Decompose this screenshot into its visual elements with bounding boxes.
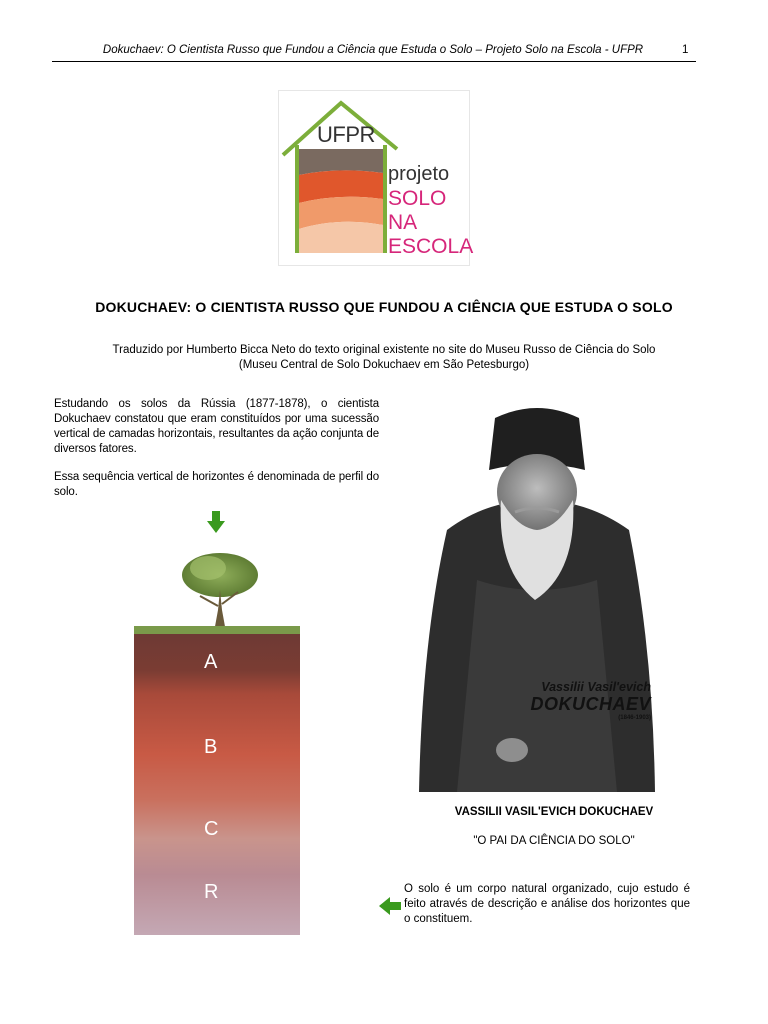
dokuchaev-name: VASSILII VASIL'EVICH DOKUCHAEV xyxy=(454,806,654,818)
logo-escola-text: ESCOLA xyxy=(388,235,474,258)
projeto-solo-na-escola-logo xyxy=(278,90,474,266)
intro-paragraph: Estudando os solos da Rússia (1877-1878), o cientista Dokuchaev constatou que eram constituídos por uma sucessão vertical de camadas horizontais, resultantes da ação conjunta de diversos fatores. xyxy=(54,398,379,455)
horizon-r-label: R xyxy=(204,881,219,903)
arrow-left-icon xyxy=(379,897,401,915)
page-number: 1 xyxy=(682,44,689,56)
page-title: DOKUCHAEV: O CIENTISTA RUSSO QUE FUNDOU A CIÊNCIA QUE ESTUDA O SOLO xyxy=(95,299,673,315)
soil-profile-illustration xyxy=(134,540,300,935)
header-rule xyxy=(52,61,696,62)
logo-projeto-text: projeto xyxy=(388,163,450,185)
portrait-caption-last: DOKUCHAEV xyxy=(530,694,651,714)
dokuchaev-nickname: "O PAI DA CIÊNCIA DO SOLO" xyxy=(473,835,635,847)
credit-line-1: Traduzido por Humberto Bicca Neto do texto original existente no site do Museu Russo de Ciência do Solo xyxy=(112,344,656,356)
logo-solo-text: SOLO xyxy=(388,187,447,210)
portrait-graphic xyxy=(417,400,657,792)
logo-ufpr-text: UFPR xyxy=(317,122,375,147)
dokuchaev-portrait xyxy=(417,400,657,792)
portrait-caption-years: (1846-1903) xyxy=(618,715,651,721)
profile-paragraph: Essa sequência vertical de horizontes é denominada de perfil do solo. xyxy=(54,471,379,498)
translation-credit xyxy=(60,343,708,373)
logo-na-text: NA xyxy=(388,211,418,234)
horizon-a-label: A xyxy=(204,651,218,673)
horizon-b-label: B xyxy=(204,736,218,758)
horizon-c-label: C xyxy=(204,818,219,840)
portrait-caption xyxy=(515,680,651,721)
arrow-down-icon xyxy=(207,511,225,533)
soil-definition-paragraph: O solo é um corpo natural organizado, cujo estudo é feito através de descrição e análise dos horizontes que o constituem. xyxy=(404,883,690,925)
running-header: Dokuchaev: O Cientista Russo que Fundou a Ciência que Estuda o Solo – Projeto Solo na Escola - UFPR xyxy=(102,44,644,56)
credit-line-2: (Museu Central de Solo Dokuchaev em São Petesburgo) xyxy=(238,359,530,371)
portrait-caption-first: Vassilii Vasil'evich xyxy=(541,680,651,694)
